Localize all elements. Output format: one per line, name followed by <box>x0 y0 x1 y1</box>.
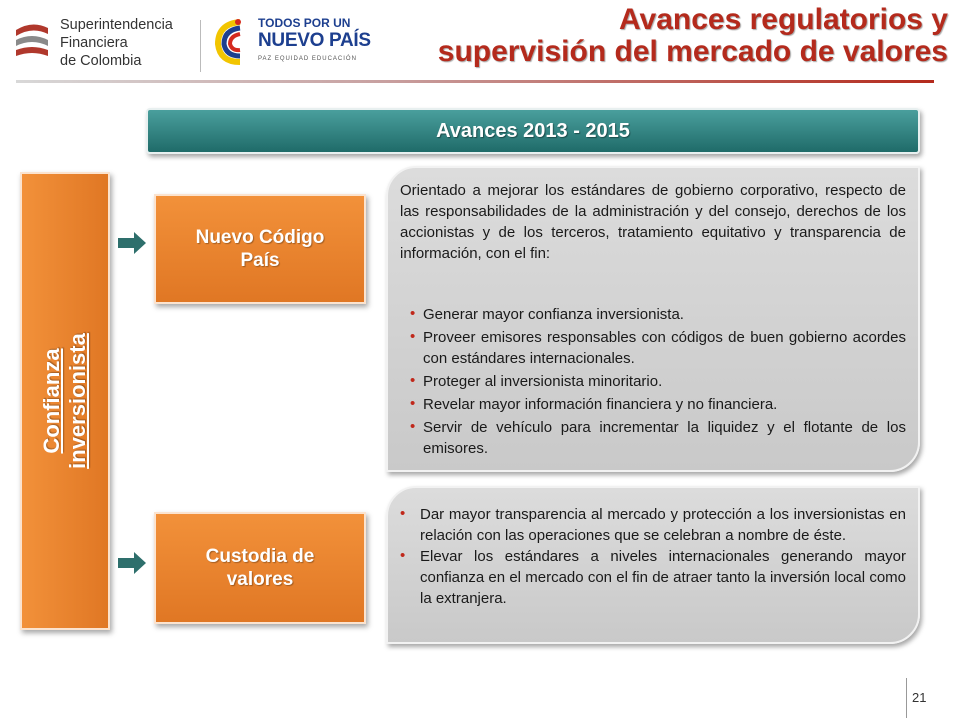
topic-title-line2: País <box>240 250 280 271</box>
bullet-icon: • <box>410 418 416 435</box>
sfc-logo-line: de Colombia <box>60 53 142 69</box>
list-item-text: Revelar mayor información financiera y no financiera. <box>423 396 778 413</box>
sfc-logo <box>10 14 180 70</box>
list-item-text: Proteger al inversionista minoritario. <box>423 373 663 390</box>
topic-box-nuevo-codigo <box>154 194 366 304</box>
category-label-line1: Confianza <box>39 348 64 454</box>
category-label-line2: inversionista <box>65 333 90 469</box>
page-title <box>438 4 948 68</box>
list-item-text: Generar mayor confianza inversionista. <box>423 306 684 323</box>
list-item <box>396 546 906 609</box>
list-item <box>410 394 906 415</box>
category-box <box>20 172 110 630</box>
header-divider <box>16 80 934 83</box>
list-item-text: Elevar los estándares a niveles internacionales generando mayor confianza en el mercado con el fin de atraer tanto la inversión local como la extranjera. <box>420 548 906 607</box>
topic-title <box>196 226 325 272</box>
bullet-icon: • <box>410 395 416 412</box>
page-title-line1: Avances regulatorios y <box>618 3 948 36</box>
topic-title-line2: valores <box>226 569 294 590</box>
logo-divider <box>200 20 201 72</box>
gov-logo <box>210 12 371 70</box>
bullet-icon: • <box>410 305 416 322</box>
topic-box-custodia <box>154 512 366 624</box>
list-item-text: Proveer emisores responsables con códigos de buen gobierno acordes con estándares internacionales. <box>423 329 906 367</box>
period-banner <box>146 108 920 154</box>
gov-logo-line1: TODOS POR UN <box>258 16 351 30</box>
topic-title-line1: Custodia de <box>205 546 315 567</box>
category-label <box>39 333 91 469</box>
page-number: 21 <box>912 690 927 705</box>
detail-panel-nuevo-codigo <box>386 166 920 472</box>
sfc-logo-line: Financiera <box>60 35 128 51</box>
gov-logo-mark-icon <box>210 16 256 66</box>
sfc-logo-mark-icon <box>10 18 54 62</box>
topic-title-line1: Nuevo Código <box>195 227 325 248</box>
list-item <box>410 417 906 459</box>
list-item-text: Servir de vehículo para incrementar la liquidez y el flotante de los emisores. <box>423 419 906 457</box>
page-title-line2: supervisión del mercado de valores <box>437 35 948 68</box>
gov-logo-line2: NUEVO PAÍS <box>258 30 371 51</box>
list-item-text: Dar mayor transparencia al mercado y protección a los inversionistas en relación con las operaciones que se celebran a nombre de éste. <box>420 506 906 544</box>
gov-logo-line3: PAZ EQUIDAD EDUCACIÓN <box>258 56 357 62</box>
arrow-right-icon <box>118 232 146 254</box>
sfc-logo-line: Superintendencia <box>60 17 173 33</box>
arrow-right-icon <box>118 552 146 574</box>
panel-intro-text: Orientado a mejorar los estándares de gobierno corporativo, respecto de las responsabilidades de la administración y del consejo, derechos de los accionistas y de los terceros, tratamiento equitativo y transparencia de información, con el fin: <box>400 182 906 262</box>
topic-title <box>206 545 315 591</box>
detail-panel-custodia <box>386 486 920 644</box>
list-item <box>410 371 906 392</box>
list-item <box>410 327 906 369</box>
bullet-icon: • <box>400 505 406 522</box>
page-number-divider <box>906 678 907 718</box>
list-item <box>396 504 906 546</box>
list-item <box>410 304 906 325</box>
bullet-icon: • <box>400 547 406 564</box>
bullet-icon: • <box>410 372 416 389</box>
bullet-list <box>410 304 906 461</box>
bullet-icon: • <box>410 328 416 345</box>
bullet-list <box>396 504 906 609</box>
period-banner-label: Avances 2013 - 2015 <box>436 120 630 142</box>
